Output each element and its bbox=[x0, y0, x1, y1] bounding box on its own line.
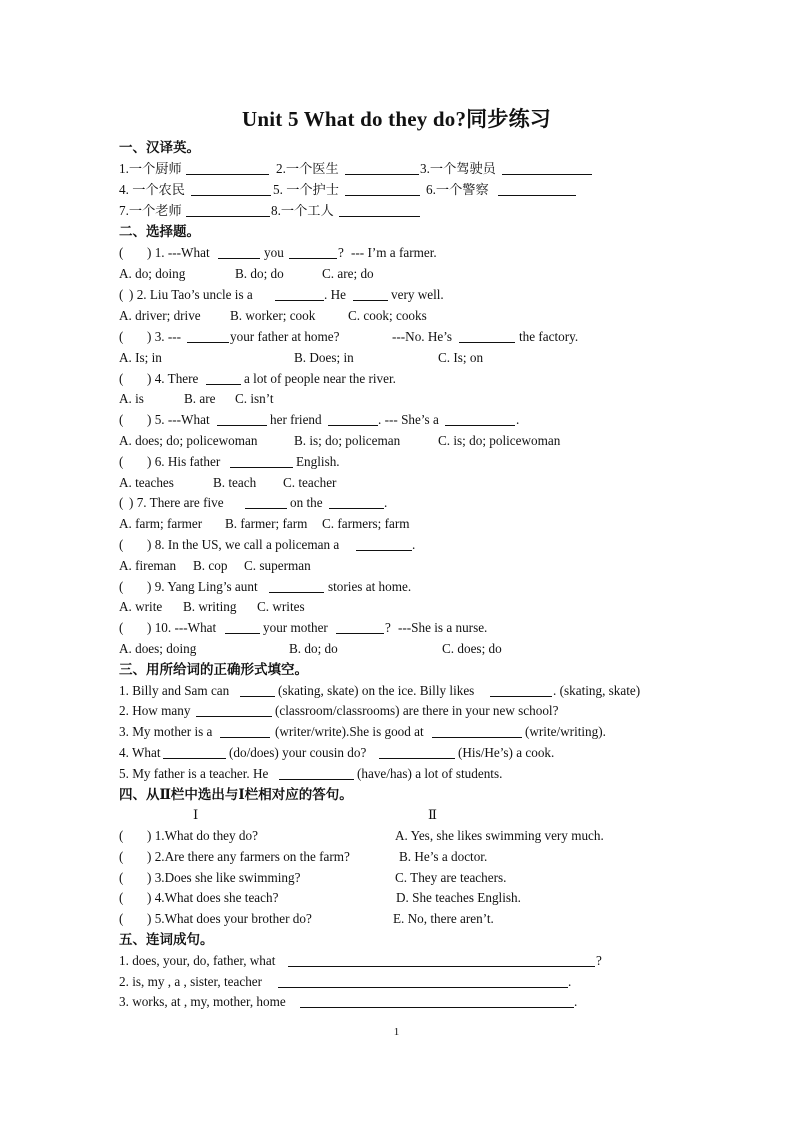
answer-blank[interactable] bbox=[278, 974, 568, 988]
option-c: C. is; do; policewoman bbox=[438, 433, 561, 448]
option-b: B. do; do bbox=[235, 266, 284, 281]
answer-paren[interactable]: ( bbox=[119, 828, 124, 843]
section-2-heading: 二、选择题。 bbox=[119, 224, 200, 239]
option-a: A. does; do; policewoman bbox=[119, 433, 258, 448]
answer-blank[interactable] bbox=[196, 703, 272, 717]
answer-blank[interactable] bbox=[445, 412, 515, 426]
option-a: A. teaches bbox=[119, 475, 174, 490]
answer-paren[interactable]: ( bbox=[119, 537, 124, 552]
option-b: B. are bbox=[184, 391, 216, 406]
answer-blank[interactable] bbox=[206, 371, 241, 385]
answer-paren[interactable]: ( bbox=[119, 911, 124, 926]
answer-blank[interactable] bbox=[339, 203, 420, 217]
answer-paren[interactable]: ( bbox=[119, 849, 124, 864]
answer-blank[interactable] bbox=[502, 161, 592, 175]
answer-blank[interactable] bbox=[218, 245, 260, 259]
answer-blank[interactable] bbox=[269, 579, 324, 593]
translation-item-4: 4. 一个农民 bbox=[119, 182, 185, 197]
section-3-heading: 三、用所给词的正确形式填空。 bbox=[119, 662, 308, 677]
answer-blank[interactable] bbox=[353, 287, 388, 301]
option-c: C. farmers; farm bbox=[322, 516, 410, 531]
answer-blank[interactable] bbox=[379, 745, 455, 759]
option-c: C. cook; cooks bbox=[348, 308, 427, 323]
option-a: A. is bbox=[119, 391, 144, 406]
page-title: Unit 5 What do they do?同步练习 bbox=[242, 107, 551, 131]
answer-blank[interactable] bbox=[230, 454, 293, 468]
answer-blank[interactable] bbox=[225, 620, 260, 634]
answer-blank[interactable] bbox=[240, 683, 275, 697]
answer-paren[interactable]: ( bbox=[119, 620, 124, 635]
option-c: C. writes bbox=[257, 599, 305, 614]
option-a: A. farm; farmer bbox=[119, 516, 203, 531]
answer-blank[interactable] bbox=[336, 620, 384, 634]
option-b: B. worker; cook bbox=[230, 308, 316, 323]
option-b: B. farmer; farm bbox=[225, 516, 308, 531]
option-b: B. do; do bbox=[289, 641, 338, 656]
answer-paren[interactable]: ( bbox=[119, 412, 124, 427]
translation-item-3: 3.一个驾驶员 bbox=[420, 161, 496, 176]
answer-blank[interactable] bbox=[163, 745, 226, 759]
answer-paren[interactable]: ( bbox=[119, 870, 124, 885]
option-a: A. does; doing bbox=[119, 641, 197, 656]
translation-item-5: 5. 一个护士 bbox=[273, 182, 339, 197]
answer-paren[interactable]: ( bbox=[119, 329, 124, 344]
translation-item-8: 8.一个工人 bbox=[271, 203, 334, 218]
option-a: A. Is; in bbox=[119, 350, 162, 365]
answer-blank[interactable] bbox=[220, 724, 270, 738]
answer-blank[interactable] bbox=[217, 412, 267, 426]
answer-paren[interactable]: ( bbox=[119, 454, 124, 469]
answer-blank[interactable] bbox=[288, 953, 595, 967]
column-2-header: Ⅱ bbox=[428, 807, 437, 822]
column-1-header: Ⅰ bbox=[193, 807, 199, 822]
option-c: C. superman bbox=[244, 558, 311, 573]
page-number: 1 bbox=[393, 1026, 400, 1038]
answer-blank[interactable] bbox=[329, 495, 384, 509]
translation-item-1: 1.一个厨师 bbox=[119, 161, 182, 176]
answer-blank[interactable] bbox=[186, 203, 270, 217]
answer-paren[interactable]: ( bbox=[119, 245, 124, 260]
option-b: B. Does; in bbox=[294, 350, 354, 365]
answer-paren[interactable]: ( bbox=[119, 579, 124, 594]
answer-blank[interactable] bbox=[300, 994, 574, 1008]
section-4-heading: 四、从Ⅱ栏中选出与Ⅰ栏相对应的答句。 bbox=[119, 787, 353, 802]
answer-paren[interactable]: ( bbox=[119, 371, 124, 386]
answer-blank[interactable] bbox=[432, 724, 522, 738]
option-c: C. teacher bbox=[283, 475, 337, 490]
answer-blank[interactable] bbox=[498, 182, 576, 196]
translation-item-6: 6.一个警察 bbox=[426, 182, 489, 197]
option-b: B. cop bbox=[193, 558, 228, 573]
option-b: B. teach bbox=[213, 475, 257, 490]
answer-blank[interactable] bbox=[459, 329, 515, 343]
answer-paren[interactable]: ( bbox=[119, 287, 124, 302]
answer-paren[interactable]: ( bbox=[119, 890, 124, 905]
section-5-heading: 五、连词成句。 bbox=[119, 932, 214, 947]
translation-item-7: 7.一个老师 bbox=[119, 203, 182, 218]
option-b: B. is; do; policeman bbox=[294, 433, 401, 448]
answer-blank[interactable] bbox=[490, 683, 552, 697]
answer-blank[interactable] bbox=[345, 161, 419, 175]
option-b: B. writing bbox=[183, 599, 237, 614]
option-c: C. isn’t bbox=[235, 391, 274, 406]
answer-blank[interactable] bbox=[345, 182, 420, 196]
answer-blank[interactable] bbox=[245, 495, 287, 509]
answer-blank[interactable] bbox=[186, 161, 269, 175]
answer-blank[interactable] bbox=[356, 537, 412, 551]
option-a: A. driver; drive bbox=[119, 308, 201, 323]
option-a: A. write bbox=[119, 599, 163, 614]
option-c: C. Is; on bbox=[438, 350, 484, 365]
option-a: A. fireman bbox=[119, 558, 177, 573]
option-c: C. does; do bbox=[442, 641, 502, 656]
option-a: A. do; doing bbox=[119, 266, 186, 281]
answer-blank[interactable] bbox=[187, 329, 229, 343]
option-c: C. are; do bbox=[322, 266, 374, 281]
answer-blank[interactable] bbox=[275, 287, 324, 301]
answer-blank[interactable] bbox=[279, 766, 354, 780]
answer-paren[interactable]: ( bbox=[119, 495, 124, 510]
answer-blank[interactable] bbox=[289, 245, 337, 259]
translation-item-2: 2.一个医生 bbox=[276, 161, 339, 176]
section-1-heading: 一、汉译英。 bbox=[119, 140, 200, 155]
answer-blank[interactable] bbox=[191, 182, 271, 196]
answer-blank[interactable] bbox=[328, 412, 378, 426]
